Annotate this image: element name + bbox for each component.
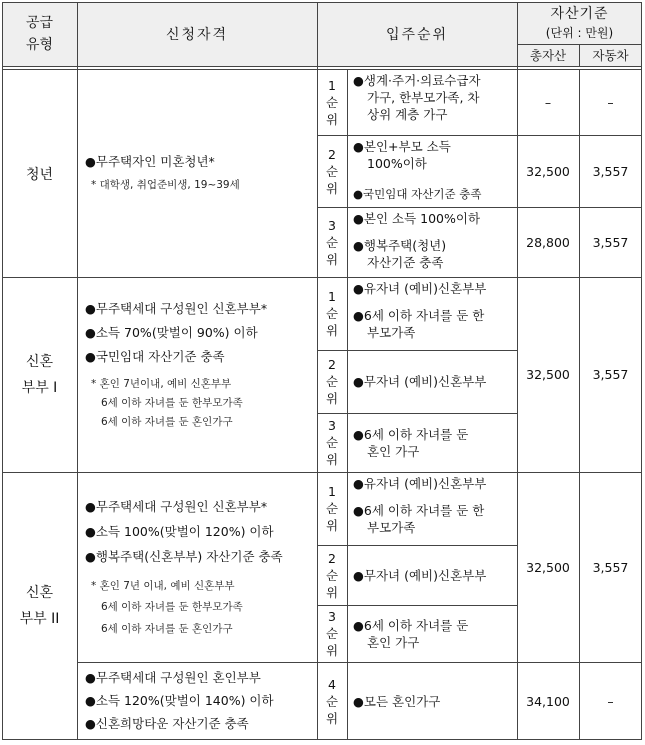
border-line [77,662,642,663]
border-line [317,2,318,740]
header-asset-standard: 자산기준 [550,6,609,22]
newlywed2-qualification [77,472,317,662]
header-priority: 입주순위 [385,27,449,43]
youth-rank3-desc [349,209,516,277]
desc-line: ●유자녀 (예비)신혼부부 [353,281,487,296]
border-line [317,135,642,136]
rank-char: 위 [325,710,339,726]
header-total-assets: 총자산 [529,48,567,63]
rank-char: 위 [325,584,339,600]
rank-digit: 1 [328,484,336,499]
desc-line: ●6세 이하 자녀를 둔 한 [353,308,485,323]
youth-rank1-total: – [544,95,552,110]
rank-char: 순 [325,693,339,709]
desc-line: ●본인+부모 소득 [353,139,451,154]
newlywed2-total: 32,500 [526,559,570,575]
border-line [2,739,642,740]
rank-char: 순 [325,163,339,179]
desc-line: ●국민임대 자산기준 충족 [353,187,482,201]
qual-line: ●국민임대 자산기준 충족 [85,349,225,364]
newlywed2-rank1-label [317,472,347,545]
newlywed2-rank1-desc [349,474,516,545]
border-line [517,2,518,740]
desc-line: 상위 계층 가구 [367,107,448,122]
desc-line: 혼인 가구 [367,443,420,459]
border-line [317,207,642,208]
newlywed1-rank3-desc [349,413,516,472]
newlywed1-rank2-label [317,350,347,413]
header-car: 자동차 [592,48,629,63]
rank-char: 순 [325,306,339,321]
desc-line: ●생계·주거·의료수급자 [353,73,481,88]
rank-char: 순 [325,501,339,516]
border-line [641,2,642,740]
youth-rank3-total: 28,800 [526,234,570,250]
rank-digit: 3 [328,609,336,624]
rank-char: 위 [325,180,339,196]
desc-line: 100%이하 [367,156,427,171]
newlywed1-rank1-label [317,277,347,350]
youth-type: 청년 [25,166,54,183]
newlywed2-rank4-car: – [607,693,614,709]
rank-digit: 4 [328,676,336,692]
border-line [317,605,517,606]
newlywed2-type [2,472,77,740]
desc-line: 가구, 한부모가족, 차 [367,90,480,105]
youth-qualification [77,70,317,277]
youth-rank2-total: 32,500 [526,163,570,179]
border-line [2,472,642,473]
newlywed1-qualification [77,277,317,472]
note-line: 6세 이하 자녀를 둔 혼인가구 [101,623,233,635]
border-line [2,277,642,278]
type-line: 부부 II [19,611,60,627]
qual-line: ●소득 100%(맞벌이 120%) 이하 [85,524,274,539]
desc-line: 부모가족 [367,520,416,535]
rank-char: 순 [325,435,339,450]
newlywed2-rank4-total: 34,100 [526,693,570,709]
note-line: 6세 이하 자녀를 둔 혼인가구 [101,416,233,428]
rank-char: 순 [325,234,339,250]
border-line [579,70,580,740]
border-line [2,69,642,70]
youth-qual-text: ●무주택자인 미혼청년* [85,153,215,169]
desc-line: ●모든 혼인가구 [353,693,441,709]
newlywed2-rank3-label [317,605,347,662]
newlywed2-rank2-label [317,545,347,605]
border-line [317,545,517,546]
rank-digit: 2 [328,146,336,162]
border-line [77,2,78,740]
border-line [347,70,348,740]
qual-line: ●신혼희망타운 자산기준 충족 [85,716,249,731]
border-line [579,44,580,66]
newlywed2-rank2-desc [349,545,516,605]
border-line [317,350,517,351]
rank-char: 순 [325,567,339,583]
desc-line: 부모가족 [367,325,416,340]
desc-line: ●6세 이하 자녀를 둔 [353,426,469,442]
border-line [2,2,3,740]
desc-line: 혼인 가구 [367,634,420,650]
rank-char: 위 [325,251,339,267]
youth-rank1-car: – [607,95,614,110]
newlywed2-rank4-desc [349,662,516,740]
rank-digit: 3 [328,217,336,233]
youth-note: * 대학생, 취업준비생, 19~39세 [91,178,240,191]
desc-line: ●6세 이하 자녀를 둔 [353,617,469,633]
type-line: 부부 I [21,379,58,396]
qual-line: ●무주택세대 구성원인 혼인부부 [85,670,261,685]
rank-char: 위 [325,112,339,127]
rank-digit: 2 [328,357,336,372]
newlywed1-total: 32,500 [526,367,570,382]
header-unit: (단위 : 만원) [545,25,614,40]
header-supply-type-line2: 유형 [25,37,54,53]
qual-line: ●행복주택(신혼부부) 자산기준 충족 [85,549,283,564]
youth-rank1-desc [349,71,516,135]
rank-digit: 1 [328,78,336,93]
rank-char: 위 [325,452,339,467]
rank-char: 위 [325,518,339,533]
desc-line: ●6세 이하 자녀를 둔 한 [353,503,485,518]
desc-line: 자산기준 충족 [367,255,444,270]
newlywed1-type [2,277,77,472]
note-line: 6세 이하 자녀를 둔 한부모가족 [101,601,243,613]
type-line: 신혼 [25,353,54,370]
rank-digit: 3 [328,418,336,433]
rank-digit: 1 [328,289,336,304]
youth-rank3-car: 3,557 [592,234,629,250]
youth-rank2-desc [349,137,516,207]
note-line: * 혼인 7년 이내, 예비 신혼부부 [91,580,235,592]
newlywed2-rank4-label [317,662,347,740]
youth-rank2-car: 3,557 [592,163,629,179]
youth-rank3-label [317,207,347,277]
rank-char: 위 [325,323,339,338]
desc-line: ●무자녀 (예비)신혼부부 [353,374,487,389]
header-qualification: 신청자격 [165,27,229,43]
desc-line: ●행복주택(청년) [353,238,447,253]
note-line: 6세 이하 자녀를 둔 한부모가족 [101,397,243,409]
rank-char: 순 [325,626,339,641]
header-supply-type-line1: 공급 [25,15,54,31]
newlywed2-rank4-qualification [77,662,317,740]
desc-line: ●유자녀 (예비)신혼부부 [353,476,487,491]
qual-line: ●무주택세대 구성원인 신혼부부* [85,301,268,316]
type-line: 신혼 [25,585,54,601]
border-line [317,413,517,414]
rank-char: 위 [325,643,339,658]
youth-rank1-label [317,70,347,135]
header-supply-type [2,2,77,66]
desc-line: ●무자녀 (예비)신혼부부 [353,567,487,583]
desc-line: ●본인 소득 100%이하 [353,211,481,226]
newlywed1-rank1-desc [349,279,516,350]
rank-char: 순 [325,95,339,110]
youth-rank2-label [317,135,347,207]
border-line [2,2,642,3]
newlywed2-rank3-desc [349,605,516,662]
rank-char: 순 [325,374,339,389]
newlywed1-rank2-desc [349,350,516,413]
newlywed1-car: 3,557 [592,367,629,382]
rank-char: 위 [325,391,339,406]
border-line [2,66,642,67]
newlywed2-car: 3,557 [592,559,629,575]
note-line: * 혼인 7년이내, 예비 신혼부부 [91,378,232,390]
qual-line: ●무주택세대 구성원인 신혼부부* [85,499,268,514]
newlywed1-rank3-label [317,413,347,472]
rank-digit: 2 [328,550,336,566]
qual-line: ●소득 70%(맞벌이 90%) 이하 [85,325,258,340]
qual-line: ●소득 120%(맞벌이 140%) 이하 [85,693,274,708]
